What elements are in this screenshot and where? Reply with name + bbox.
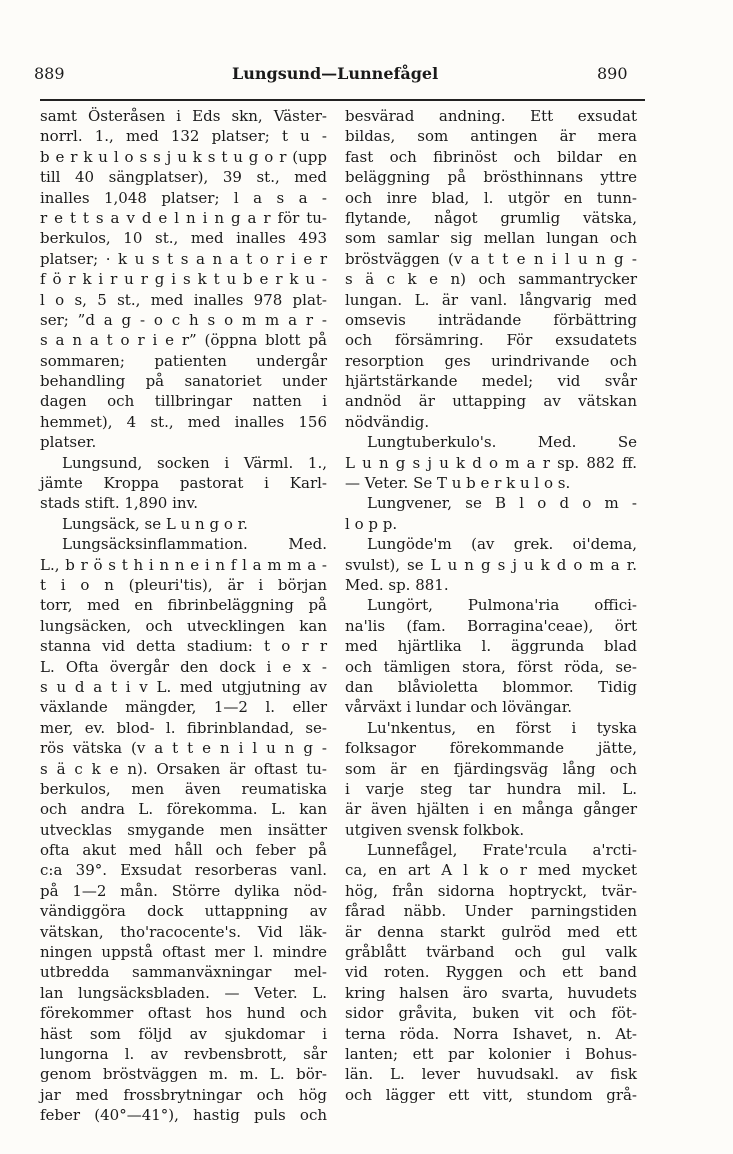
text-line: utbredda sammanväxningar mel- <box>40 963 327 982</box>
text-line: c:a 39°. Exsudat resorberas vanl. <box>40 861 327 880</box>
text-line: genom bröstväggen m. m. L. bör- <box>40 1065 327 1084</box>
text-line: som är en fjärdingsväg lång och <box>345 759 637 778</box>
text-line: lanten; ett par kolonier i Bohus- <box>345 1044 637 1063</box>
text-line: till 40 sängplatser), 39 st., med <box>40 168 327 187</box>
text-line: f ö r k i r u r g i s k t u b e r k u - <box>40 270 327 289</box>
text-line: dan blåvioletta blommor. Tidig <box>345 677 637 696</box>
text-line: lungan. L. är vanl. långvarig med <box>345 290 637 309</box>
right-page-number: 890 <box>597 64 628 83</box>
text-line: län. L. lever huvudsakl. av fisk <box>345 1065 637 1084</box>
text-line: s a n a t o r i e r” (öppna blott på <box>40 331 327 350</box>
text-line: Med. sp. 881. <box>345 575 449 594</box>
text-line: fast och fibrinöst och bildar en <box>345 147 637 166</box>
text-line: stanna vid detta stadium: t o r r <box>40 637 327 656</box>
text-line: beläggning på brösthinnans yttre <box>345 168 637 187</box>
text-line: gråblått tvärband och gul valk <box>345 943 637 962</box>
entry-line-headword: Lungöde'm (av grek. oi'dema, <box>367 535 637 554</box>
text-line: och försämring. För exsudatets <box>345 331 637 350</box>
text-line: rös vätska (v a t t e n i l u n g - <box>40 739 327 758</box>
text-line: L u n g s j u k d o m a r sp. 882 ff. <box>345 453 637 472</box>
text-line: bröstväggen (v a t t e n i l u n g - <box>345 249 637 268</box>
text-line: på 1—2 mån. Större dylika nöd- <box>40 881 327 900</box>
text-line: terna röda. Norra Ishavet, n. At- <box>345 1024 637 1043</box>
text-line: utvecklas smygande men insätter <box>40 820 327 839</box>
text-line: s u d a t i v L. med utgjutning av <box>40 677 327 696</box>
text-line: andnöd är uttapping av vätskan <box>345 392 637 411</box>
text-line: nödvändig. <box>345 412 430 431</box>
header-rule <box>40 99 645 101</box>
left-column <box>40 106 327 1126</box>
text-line: omsevis inträdande förbättring <box>345 310 637 329</box>
text-line: stads stift. 1,890 inv. <box>40 494 199 513</box>
entry-line-headword: Lunnefågel, Frate'rcula a'rcti- <box>367 841 637 860</box>
text-line: feber (40°—41°), hastig puls och <box>40 1106 327 1125</box>
text-line: ca, en art A l k o r med mycket <box>345 861 637 880</box>
text-line: vårväxt i lundar och lövängar. <box>345 698 573 717</box>
text-line: svulst), se L u n g s j u k d o m a r. <box>345 555 637 574</box>
text-line: besvärad andning. Ett exsudat <box>345 107 637 125</box>
text-line: flytande, något grumlig vätska, <box>345 208 637 227</box>
text-line: vätskan, tho'racocente's. Vid läk- <box>40 922 327 941</box>
entry-line-headword: Lungtuberkulo's. Med. Se <box>367 433 637 452</box>
entry-line-headword: Lungsäck, se L u n g o r. <box>62 514 248 533</box>
entry-line-headword: Lungvener, se B l o d o m - <box>367 494 637 513</box>
text-line: vid roten. Ryggen och ett band <box>345 963 637 982</box>
text-line: lungsäcken, och utvecklingen kan <box>40 616 327 635</box>
text-line: bildas, som antingen är mera <box>345 127 637 146</box>
text-line: inalles 1,048 platser; l a s a - <box>40 188 327 207</box>
text-line: kring halsen äro svarta, huvudets <box>345 983 637 1002</box>
text-line: norrl. 1., med 132 platser; t u - <box>40 127 327 146</box>
entry-line-headword: Lungsäcksinflammation. Med. <box>62 535 327 554</box>
page-header <box>0 64 733 90</box>
text-line: fårad näbb. Under parningstiden <box>345 902 637 921</box>
text-line: behandling på sanatoriet under <box>40 372 327 391</box>
text-line: L., b r ö s t h i n n e i n f l a m m a - <box>40 555 327 574</box>
text-line: torr, med en fibrinbeläggning på <box>40 596 327 615</box>
text-line: na'lis (fam. Borragina'ceae), ört <box>345 616 637 635</box>
text-line: berkulos, 10 st., med inalles 493 <box>40 229 327 248</box>
text-line: l o p p. <box>345 514 398 533</box>
text-line: växlande mängder, 1—2 l. eller <box>40 698 327 717</box>
text-line: är även hjälten i en många gånger <box>345 800 637 819</box>
text-line: och andra L. förekomma. L. kan <box>40 800 327 819</box>
text-line: ofta akut med håll och feber på <box>40 841 327 860</box>
text-line: berkulos, men även reumatiska <box>40 779 327 798</box>
text-line: s ä c k e n) och sammantrycker <box>345 270 637 289</box>
text-line: samt Österåsen i Eds skn, Väster- <box>40 107 327 125</box>
text-line: jämte Kroppa pastorat i Karl- <box>40 474 327 493</box>
text-line: ser; ”d a g - o c h s o m m a r - <box>40 310 327 329</box>
text-line: förekommer oftast hos hund och <box>40 1004 327 1023</box>
text-line: L. Ofta övergår den dock i e x - <box>40 657 327 676</box>
text-line: r e t t s a v d e l n i n g a r för tu- <box>40 208 327 227</box>
text-line: mer, ev. blod- l. fibrinblandad, se- <box>40 718 327 737</box>
text-line: lan lungsäcksbladen. — Veter. L. <box>40 983 327 1002</box>
text-line: platser. <box>40 433 97 452</box>
text-line: och tämligen stora, först röda, se- <box>345 657 637 676</box>
text-line: jar med frossbrytningar och hög <box>40 1085 327 1104</box>
text-line: resorption ges urindrivande och <box>345 351 637 370</box>
text-line: är denna starkt gulröd med ett <box>345 922 637 941</box>
text-line: platser; · k u s t s a n a t o r i e r <box>40 249 327 268</box>
text-line: häst som följd av sjukdomar i <box>40 1024 327 1043</box>
running-title: Lungsund—Lunnefågel <box>232 64 439 83</box>
text-line: utgiven svensk folkbok. <box>345 820 525 839</box>
text-line: och inre blad, l. utgör en tunn- <box>345 188 637 207</box>
text-line: sidor gråvita, buken vit och föt- <box>345 1004 637 1023</box>
text-line: vändiggöra dock uttappning av <box>40 902 327 921</box>
entry-line-headword: Lungört, Pulmona'ria offici- <box>367 596 637 615</box>
right-column <box>345 106 637 1105</box>
entry-line-headword: Lungsund, socken i Värml. 1., <box>62 453 327 472</box>
text-line: hög, från sidorna hoptryckt, tvär- <box>345 881 637 900</box>
left-page-number: 889 <box>34 64 65 83</box>
entry-line-headword: Lu'nkentus, en först i tyska <box>367 718 637 737</box>
text-line: — Veter. Se T u b e r k u l o s. <box>345 474 571 493</box>
text-line: l o s, 5 st., med inalles 978 plat- <box>40 290 327 309</box>
text-line: lungorna l. av revbensbrott, sår <box>40 1044 327 1063</box>
text-line: dagen och tillbringar natten i <box>40 392 327 411</box>
text-line: hjärtstärkande medel; vid svår <box>345 372 637 391</box>
text-line: folksagor förekommande jätte, <box>345 739 637 758</box>
text-line: som samlar sig mellan lungan och <box>345 229 637 248</box>
text-line: och lägger ett vitt, stundom grå- <box>345 1085 637 1104</box>
text-line: med hjärtlika l. äggrunda blad <box>345 637 637 656</box>
text-line: sommaren; patienten undergår <box>40 351 327 370</box>
text-line: b e r k u l o s s j u k s t u g o r (upp <box>40 147 327 166</box>
text-line: ningen uppstå oftast mer l. mindre <box>40 943 327 962</box>
text-line: i varje steg tar hundra mil. L. <box>345 779 637 798</box>
text-line: hemmet), 4 st., med inalles 156 <box>40 412 327 431</box>
text-line: s ä c k e n). Orsaken är oftast tu- <box>40 759 327 778</box>
text-line: t i o n (pleuri'tis), är i början <box>40 575 327 594</box>
